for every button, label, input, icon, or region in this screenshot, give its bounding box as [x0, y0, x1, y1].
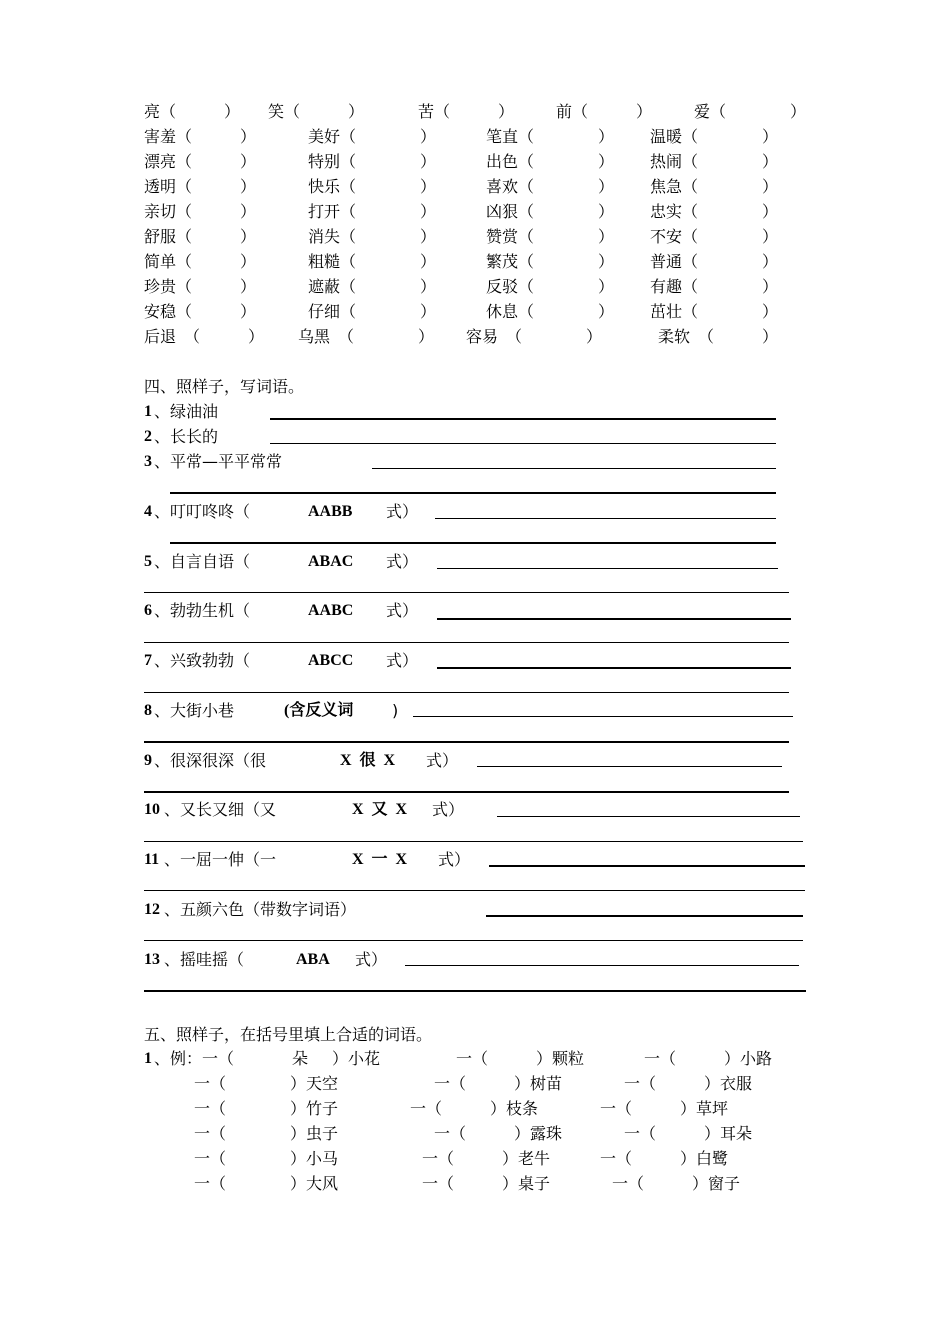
item-prompt: 、平常—平平常常 [154, 452, 283, 471]
fill-in-word[interactable]: 特别（ ） [308, 152, 437, 171]
item-prompt: 、长长的 [154, 427, 219, 446]
pattern-label: AABB [308, 503, 353, 520]
item-number: 12 [144, 901, 160, 918]
measure-word-blank[interactable]: 一（ ）小路 [644, 1049, 773, 1068]
fill-in-word[interactable]: 容易 （ ） [466, 327, 603, 346]
fill-in-word[interactable]: 喜欢（ ） [486, 177, 615, 196]
fill-in-word[interactable]: 打开（ ） [308, 202, 437, 221]
answer-line[interactable] [144, 940, 803, 941]
fill-in-word[interactable]: 出色（ ） [486, 152, 615, 171]
fill-in-word[interactable]: 爱（ ） [694, 102, 807, 121]
answer-line[interactable] [144, 890, 805, 891]
measure-word-blank[interactable]: 一（ ）耳朵 [624, 1124, 753, 1143]
fill-in-word[interactable]: 忠实（ ） [650, 202, 779, 221]
pattern-suffix: 式） [386, 651, 419, 670]
fill-in-word[interactable]: 透明（ ） [144, 177, 257, 196]
fill-in-word[interactable]: 前（ ） [556, 102, 653, 121]
answer-line[interactable] [435, 518, 776, 519]
answer-line[interactable] [372, 468, 776, 469]
pattern-label: (含反义词 [284, 702, 354, 719]
answer-line[interactable] [413, 716, 793, 717]
measure-word-blank[interactable]: 一（ ）大风 [194, 1174, 339, 1193]
pattern-label: ABAC [308, 553, 354, 570]
fill-in-word[interactable]: 笑（ ） [268, 102, 365, 121]
answer-line[interactable] [170, 492, 776, 494]
fill-in-word[interactable]: 柔软 （ ） [658, 327, 779, 346]
pattern-label: X 又 X [352, 801, 408, 818]
answer-line[interactable] [486, 915, 803, 917]
item-number: 8 [144, 702, 152, 719]
answer-line[interactable] [497, 816, 800, 817]
fill-in-word[interactable]: 乌黑 （ ） [298, 327, 435, 346]
measure-word-blank[interactable]: 一（ ）桌子 [422, 1174, 551, 1193]
answer-line[interactable] [405, 965, 799, 966]
answer-line[interactable] [144, 741, 789, 743]
fill-in-word[interactable]: 普通（ ） [650, 252, 779, 271]
fill-in-word[interactable]: 亲切（ ） [144, 202, 257, 221]
fill-in-word[interactable]: 有趣（ ） [650, 277, 779, 296]
item-number: 4 [144, 503, 152, 520]
item-prompt: 、五颜六色（带数字词语） [164, 900, 357, 919]
item-prompt: 、很深很深（很 [154, 751, 267, 770]
pattern-suffix: 式） [432, 800, 465, 819]
fill-in-word[interactable]: 漂亮（ ） [144, 152, 257, 171]
item-prompt: 、自言自语（ [154, 552, 251, 571]
measure-word-blank[interactable]: 一（ ）小马 [194, 1149, 339, 1168]
measure-word-blank[interactable]: 一（ ）枝条 [410, 1099, 539, 1118]
pattern-label: AABC [308, 602, 354, 619]
item-number: 3 [144, 453, 152, 470]
measure-word-blank[interactable]: 一（ ）竹子 [194, 1099, 339, 1118]
fill-in-word[interactable]: 茁壮（ ） [650, 302, 779, 321]
fill-in-word[interactable]: 笔直（ ） [486, 127, 615, 146]
example-prefix: 、例：一（ [154, 1049, 235, 1068]
fill-in-word[interactable]: 安稳（ ） [144, 302, 257, 321]
fill-in-word[interactable]: 舒服（ ） [144, 227, 257, 246]
pattern-suffix: 式） [386, 601, 419, 620]
measure-word-blank[interactable]: 一（ ）草坪 [600, 1099, 729, 1118]
fill-in-word[interactable]: 害羞（ ） [144, 127, 257, 146]
measure-word-blank[interactable]: 一（ ）白鹭 [600, 1149, 729, 1168]
item-prompt: 、又长又细（又 [164, 800, 277, 819]
pattern-label: X 一 X [352, 851, 408, 868]
pattern-label: ABCC [308, 652, 354, 669]
measure-word-blank[interactable]: 一（ ）天空 [194, 1074, 339, 1093]
item-number: 11 [144, 851, 160, 868]
answer-line[interactable] [489, 865, 805, 867]
fill-in-word[interactable]: 美好（ ） [308, 127, 437, 146]
example-suffix: ）小花 [332, 1049, 381, 1068]
measure-word-blank[interactable]: 一（ ）树苗 [434, 1074, 563, 1093]
fill-in-word[interactable]: 热闹（ ） [650, 152, 779, 171]
fill-in-word[interactable]: 温暖（ ） [650, 127, 779, 146]
measure-word-blank[interactable]: 一（ ）露珠 [434, 1124, 563, 1143]
pattern-suffix: ) [392, 701, 399, 720]
answer-line[interactable] [144, 642, 789, 643]
item-number: 5 [144, 553, 152, 570]
section-4-heading: 四、照样子，写词语。 [144, 377, 305, 396]
pattern-suffix: 式） [355, 950, 388, 969]
answer-line[interactable] [270, 443, 776, 444]
fill-in-word[interactable]: 消失（ ） [308, 227, 437, 246]
item-prompt: 、兴致勃勃（ [154, 651, 251, 670]
measure-word-blank[interactable]: 一（ ）颗粒 [456, 1049, 585, 1068]
fill-in-word[interactable]: 珍贵（ ） [144, 277, 257, 296]
pattern-suffix: 式） [386, 502, 419, 521]
fill-in-word[interactable]: 反驳（ ） [486, 277, 615, 296]
pattern-suffix: 式） [426, 751, 459, 770]
fill-in-word[interactable]: 赞赏（ ） [486, 227, 615, 246]
fill-in-word[interactable]: 简单（ ） [144, 252, 257, 271]
fill-in-word[interactable]: 亮（ ） [144, 102, 241, 121]
fill-in-word[interactable]: 仔细（ ） [308, 302, 437, 321]
section-5-heading: 五、照样子，在括号里填上合适的词语。 [144, 1025, 433, 1044]
fill-in-word[interactable]: 苦（ ） [418, 102, 515, 121]
item-number: 6 [144, 602, 152, 619]
measure-word-blank[interactable]: 一（ ）窗子 [612, 1174, 741, 1193]
measure-word-blank[interactable]: 一（ ）虫子 [194, 1124, 339, 1143]
item-number: 7 [144, 652, 152, 669]
answer-line[interactable] [144, 791, 789, 793]
item-prompt: 、摇哇摇（ [164, 950, 245, 969]
fill-in-word[interactable]: 后退 （ ） [144, 327, 265, 346]
fill-in-word[interactable]: 凶狠（ ） [486, 202, 615, 221]
pattern-suffix: 式） [386, 552, 419, 571]
item-prompt: 、绿油油 [154, 402, 219, 421]
item-number: 10 [144, 801, 160, 818]
fill-in-word[interactable]: 繁茂（ ） [486, 252, 615, 271]
answer-line[interactable] [144, 692, 789, 693]
item-number: 2 [144, 428, 152, 445]
fill-in-word[interactable]: 粗糙（ ） [308, 252, 437, 271]
item-number: 13 [144, 951, 160, 968]
answer-line[interactable] [144, 990, 806, 992]
answer-line[interactable] [144, 592, 789, 593]
measure-word-blank[interactable]: 一（ ）衣服 [624, 1074, 753, 1093]
measure-word-blank[interactable]: 一（ ）老牛 [422, 1149, 551, 1168]
pattern-suffix: 式） [438, 850, 471, 869]
pattern-label: X 很 X [340, 752, 396, 769]
item-number: 1 [144, 403, 152, 420]
fill-in-word[interactable]: 快乐（ ） [308, 177, 437, 196]
fill-in-word[interactable]: 遮蔽（ ） [308, 277, 437, 296]
answer-line[interactable] [144, 841, 803, 842]
item-prompt: 、大街小巷 [154, 701, 235, 720]
item-prompt: 、叮叮咚咚（ [154, 502, 251, 521]
item-prompt: 、一屈一伸（一 [164, 850, 277, 869]
fill-in-word[interactable]: 不安（ ） [650, 227, 779, 246]
answer-line[interactable] [170, 542, 776, 544]
answer-line[interactable] [437, 618, 791, 620]
item-number: 9 [144, 752, 152, 769]
pattern-label: ABA [296, 951, 330, 968]
example-answer: 朵 [292, 1049, 309, 1068]
answer-line[interactable] [270, 418, 776, 420]
answer-line[interactable] [477, 766, 782, 767]
fill-in-word[interactable]: 休息（ ） [486, 302, 615, 321]
fill-in-word[interactable]: 焦急（ ） [650, 177, 779, 196]
answer-line[interactable] [437, 568, 778, 569]
item-prompt: 、勃勃生机（ [154, 601, 251, 620]
item-number: 1 [144, 1050, 152, 1067]
answer-line[interactable] [437, 667, 791, 669]
